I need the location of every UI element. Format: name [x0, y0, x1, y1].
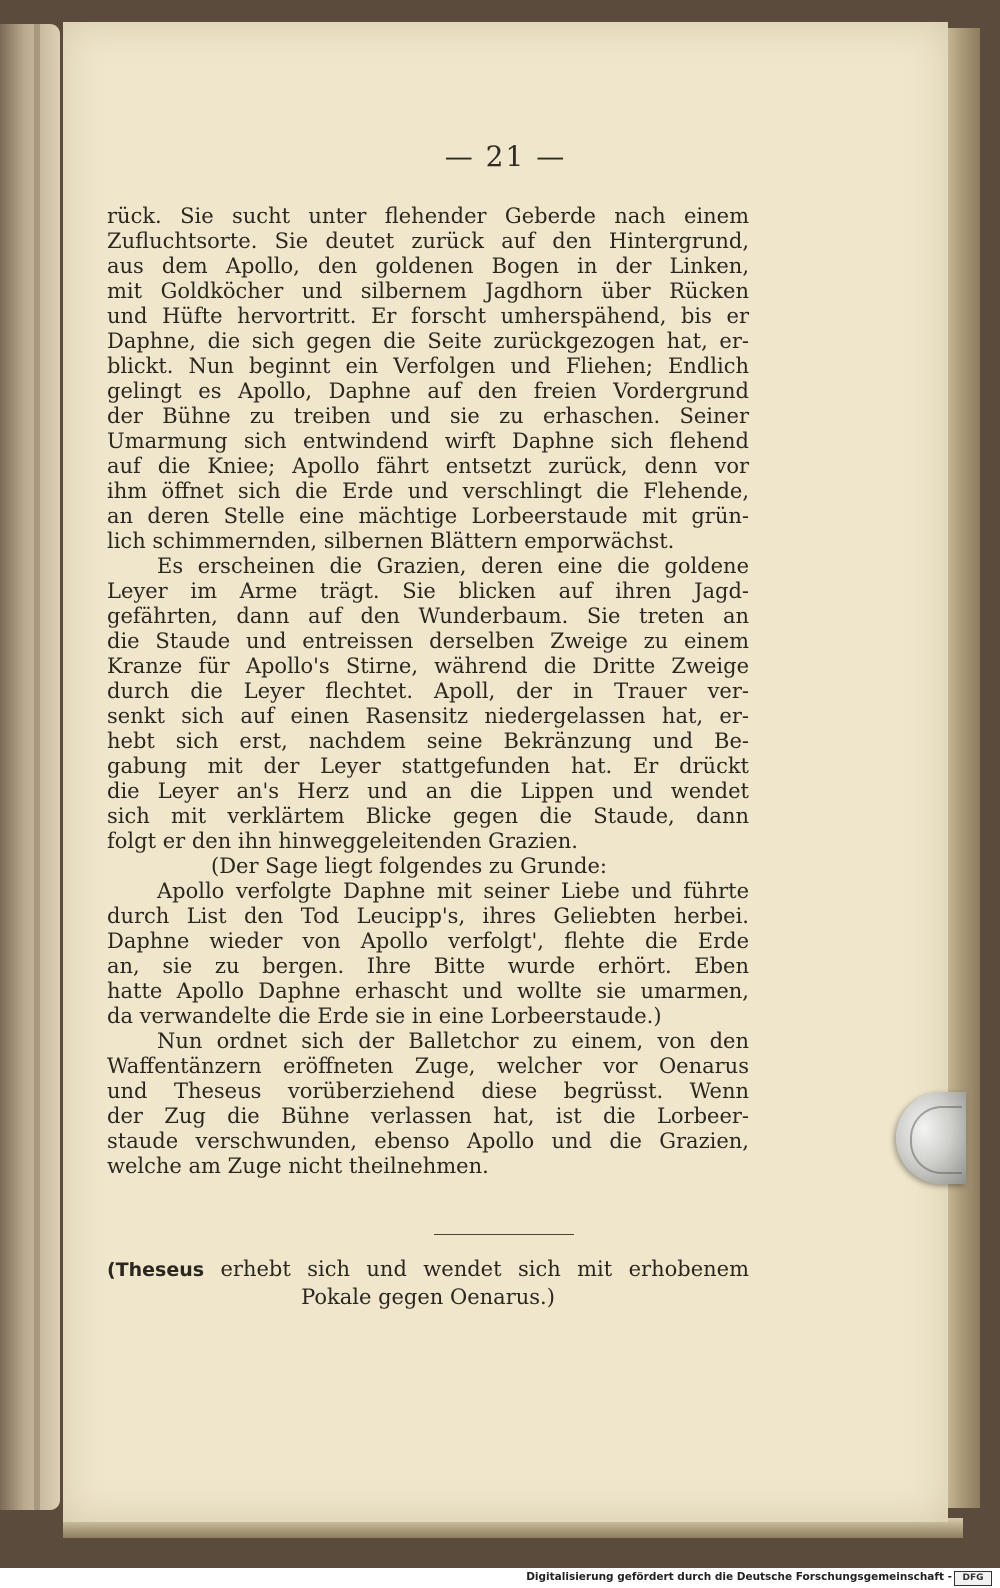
text-line: der Bühne zu treiben und sie zu erhaschen. Seiner [107, 404, 749, 428]
text-line: folgt er den ihn hinweggeleitenden Grazien. [107, 829, 578, 853]
character-name: (Theseus [107, 1259, 205, 1281]
text-line: (Der Sage liegt folgendes zu Grunde: [211, 854, 607, 878]
stage-direction-line-2: Pokale gegen Oenarus.) [301, 1285, 555, 1309]
text-line: Umarmung sich entwindend wirft Daphne sich flehend [107, 429, 749, 453]
text-line: an deren Stelle eine mächtige Lorbeerstaude mit grün- [107, 504, 749, 528]
text-line: senkt sich auf einen Rasensitz niedergelassen hat, er- [107, 704, 749, 728]
text-line: die Leyer an's Herz und an die Lippen und wendet [107, 779, 749, 803]
text-line: und Theseus vorüberziehend diese begrüsst. Wenn [107, 1079, 749, 1103]
page-clip-inner [910, 1106, 962, 1174]
left-page-edge [0, 24, 60, 1510]
digitization-footer [0, 1568, 1000, 1588]
text-line: hebt sich erst, nachdem seine Bekränzung und Be- [107, 729, 749, 753]
text-line: lich schimmernden, silbernen Blättern emporwächst. [107, 529, 675, 553]
text-line: Daphne, die sich gegen die Seite zurückgezogen hat, er- [107, 329, 749, 353]
text-line: aus dem Apollo, den goldenen Bogen in der Linken, [107, 254, 749, 278]
text-line: auf die Kniee; Apollo fährt entsetzt zurück, denn vor [107, 454, 749, 478]
text-line: Apollo verfolgte Daphne mit seiner Liebe und führte [157, 879, 749, 903]
text-line: gefährten, dann auf den Wunderbaum. Sie treten an [107, 604, 749, 628]
text-line: sich mit verklärtem Blicke gegen die Staude, dann [107, 804, 749, 828]
left-page-shadow [34, 24, 40, 1510]
dfg-logo: DFG [954, 1571, 992, 1586]
text-line: Zufluchtsorte. Sie deutet zurück auf den Hintergrund, [107, 229, 749, 253]
text-line: Kranze für Apollo's Stirne, während die Dritte Zweige [107, 654, 749, 678]
text-line: blickt. Nun beginnt ein Verfolgen und Fliehen; Endlich [107, 354, 749, 378]
text-line: durch List den Tod Leucipp's, ihres Geliebten herbei. [107, 904, 749, 928]
book-page [63, 22, 948, 1522]
text-line: die Staude und entreissen derselben Zweige zu einem [107, 629, 749, 653]
text-line: an, sie zu bergen. Ihre Bitte wurde erhört. Eben [107, 954, 749, 978]
text-line: durch die Leyer flechtet. Apoll, der in Trauer ver- [107, 679, 749, 703]
page-number: — 21 — [444, 140, 567, 173]
text-line: Es erscheinen die Grazien, deren eine die goldene [157, 554, 749, 578]
section-divider [434, 1234, 574, 1235]
text-line: Leyer im Arme trägt. Sie blicken auf ihren Jagd- [107, 579, 749, 603]
stage-direction-line-1 [107, 1256, 749, 1284]
text-line: ihm öffnet sich die Erde und verschlingt die Flehende, [107, 479, 749, 503]
text-line: rück. Sie sucht unter flehender Geberde nach einem [107, 204, 749, 228]
page-body-text [107, 204, 749, 1179]
text-line: Daphne wieder von Apollo verfolgt', flehte die Erde [107, 929, 749, 953]
text-line: gelingt es Apollo, Daphne auf den freien Vordergrund [107, 379, 749, 403]
stage-direction [107, 1256, 749, 1311]
text-line: hatte Apollo Daphne erhascht und wollte sie umarmen, [107, 979, 749, 1003]
footer-credit: Digitalisierung gefördert durch die Deutsche Forschungsgemeinschaft - [526, 1571, 952, 1583]
text-line: der Zug die Bühne verlassen hat, ist die Lorbeer- [107, 1104, 749, 1128]
text-line: gabung mit der Leyer stattgefunden hat. Er drückt [107, 754, 749, 778]
text-line: staude verschwunden, ebenso Apollo und die Grazien, [107, 1129, 749, 1153]
text-line: Nun ordnet sich der Balletchor zu einem, von den [157, 1029, 749, 1053]
text-line: da verwandelte die Erde sie in eine Lorbeerstaude.) [107, 1004, 662, 1028]
text-line: Waffentänzern eröffneten Zuge, welcher vor Oenarus [107, 1054, 749, 1078]
text-line: mit Goldköcher und silbernem Jagdhorn über Rücken [107, 279, 749, 303]
stage-direction-text: erhebt sich und wendet sich mit erhobenem [204, 1257, 749, 1281]
right-page-stack [946, 28, 980, 1508]
text-line: welche am Zuge nicht theilnehmen. [107, 1154, 489, 1178]
text-line: und Hüfte hervortritt. Er forscht umherspähend, bis er [107, 304, 749, 328]
